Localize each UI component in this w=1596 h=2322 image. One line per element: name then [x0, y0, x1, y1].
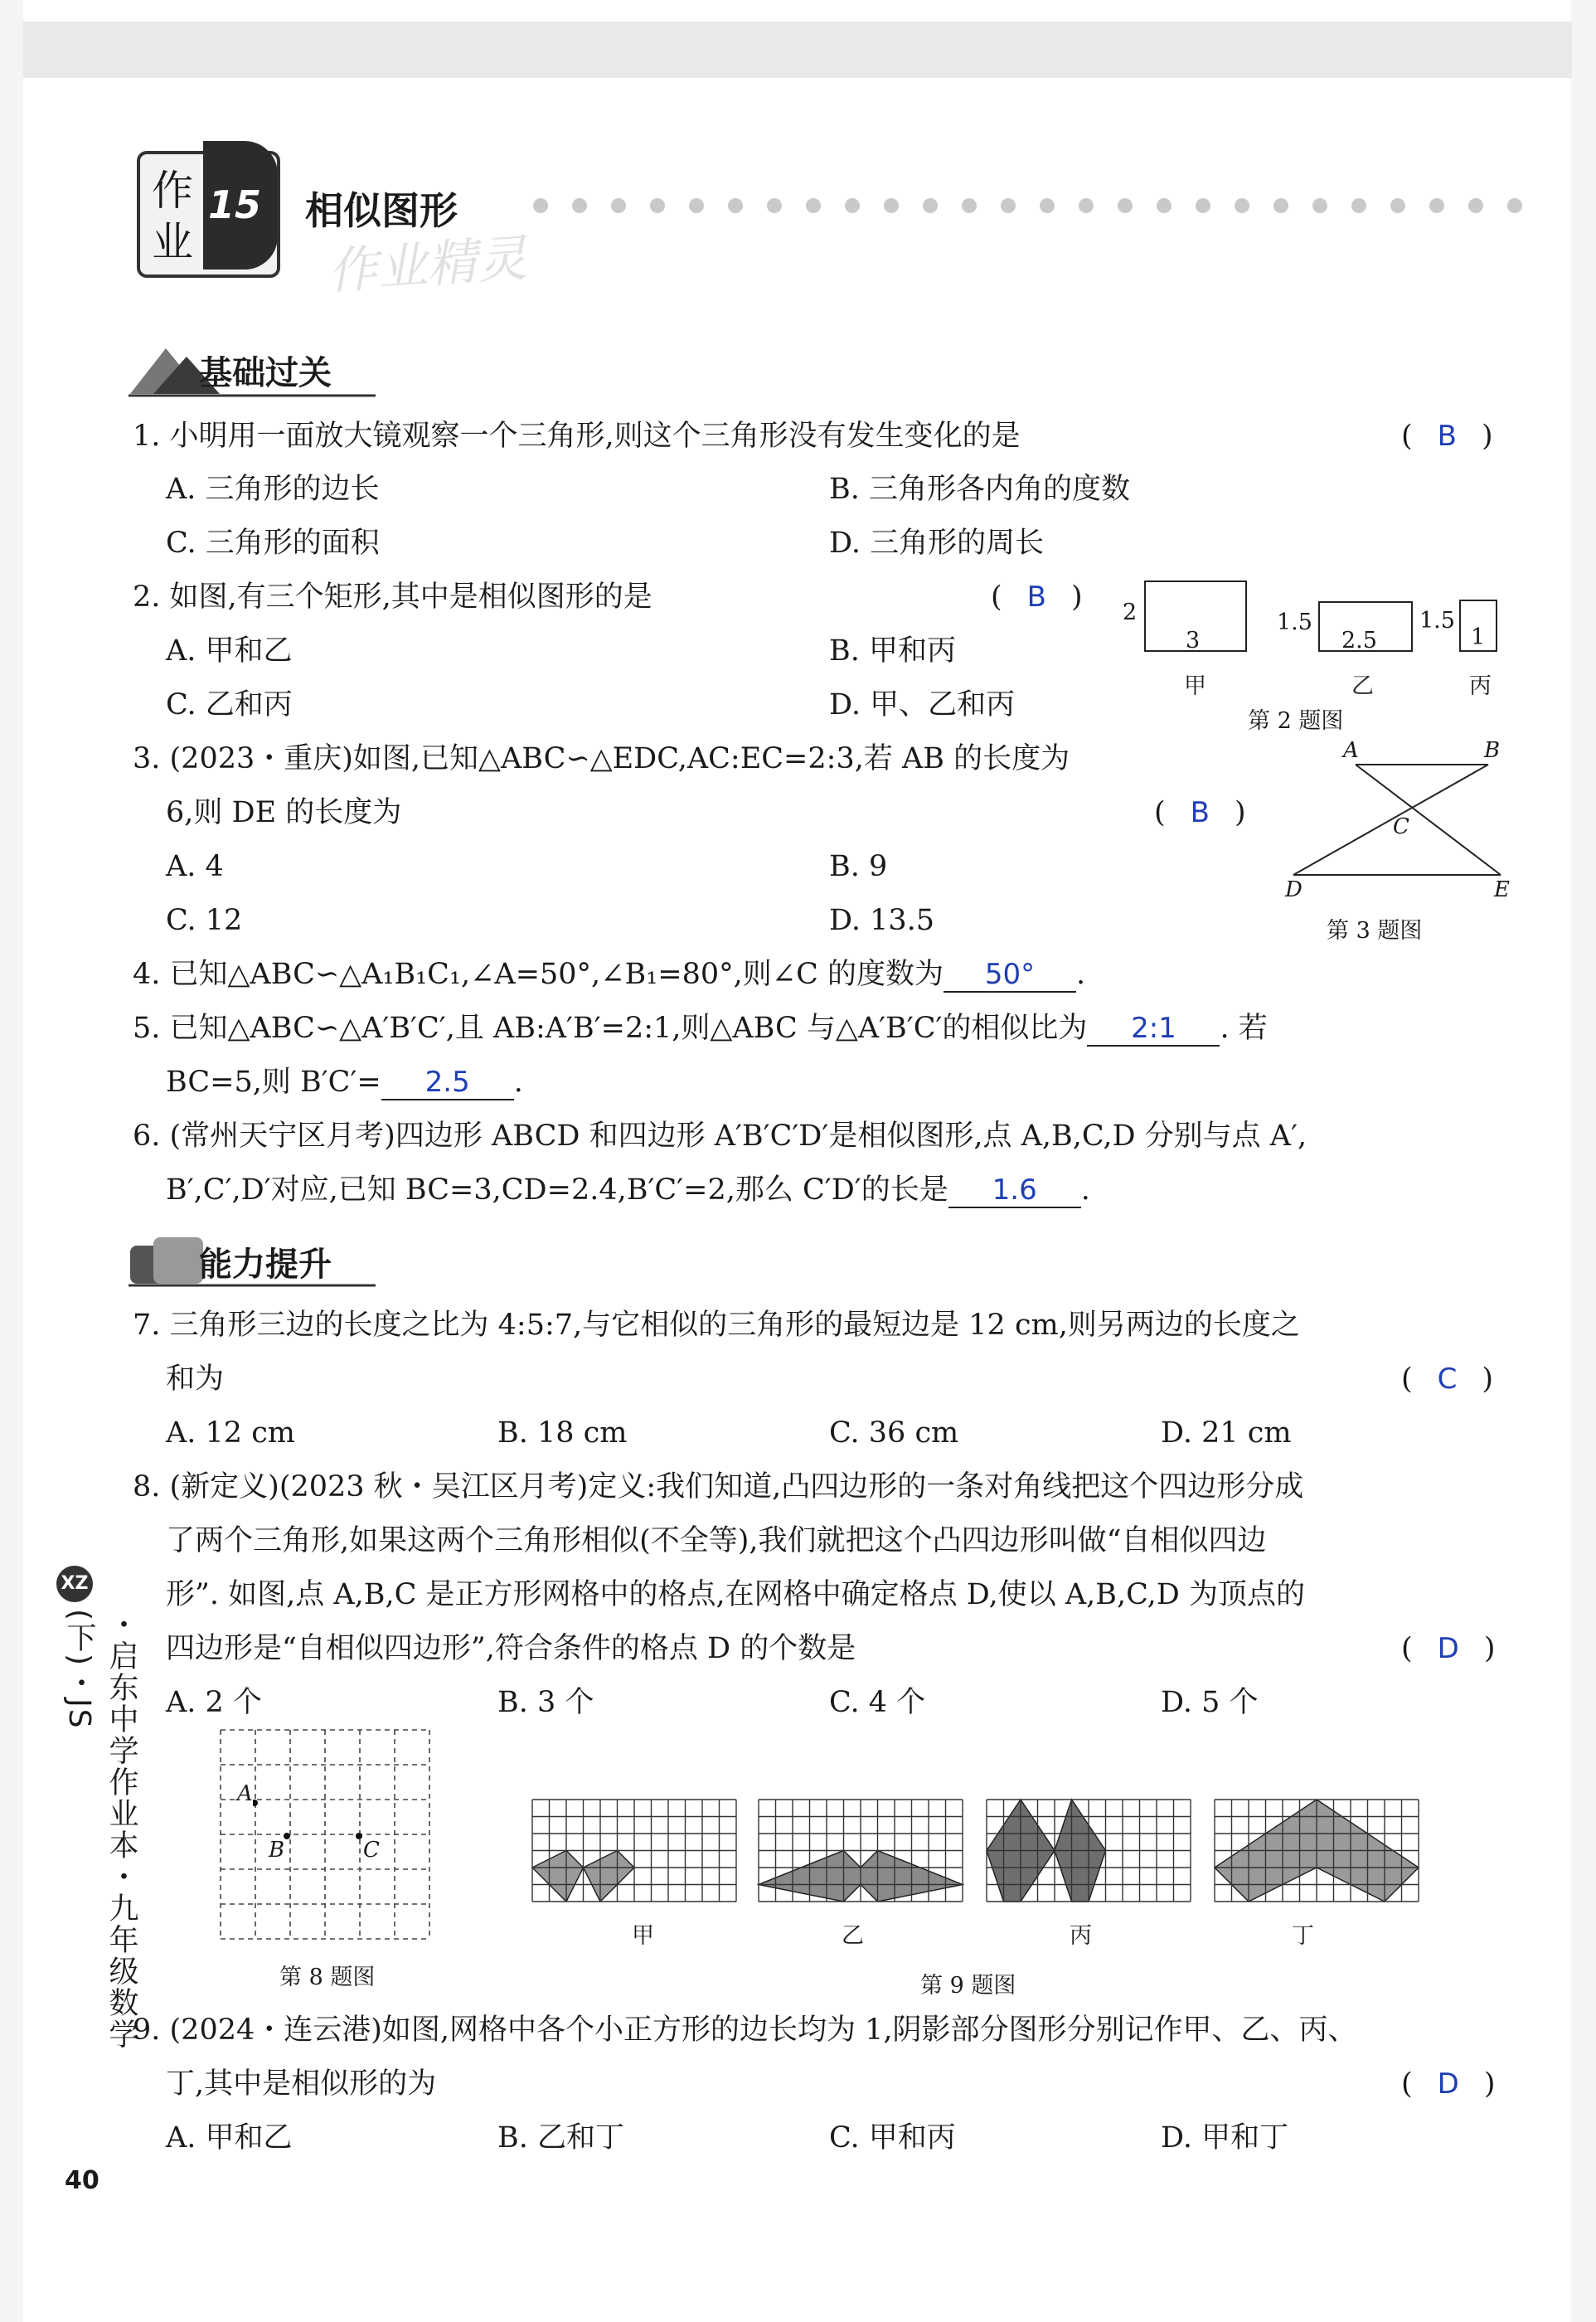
q9-name-bing: 丙: [1070, 1923, 1092, 1949]
q4-answer: 50°: [984, 958, 1036, 991]
title-dot: [572, 198, 587, 213]
q8-line2: 了两个三角形,如果这两个三角形相似(不全等),我们就把这个凸四边形叫做“自相似四边: [166, 1524, 1267, 1557]
title-dot: [1001, 198, 1016, 213]
title-dot: [1507, 198, 1522, 213]
title-dot: [1118, 198, 1133, 213]
q4-line: [133, 958, 1085, 993]
title-dot: [1157, 198, 1172, 213]
q5-answer1: 2:1: [1131, 1012, 1176, 1045]
title-dot: [1273, 198, 1288, 213]
q5-stem-line2: BC=5,则 B′C′=: [166, 1066, 381, 1099]
q3-answer-paren: ( B ): [1154, 796, 1246, 829]
q7-answer: C: [1437, 1363, 1458, 1396]
title-dot: [1040, 198, 1055, 213]
page-edge-right: [1571, 0, 1596, 2322]
q9-grid: [1215, 1800, 1419, 1902]
q7-option-b: B. 18 cm: [497, 1416, 628, 1450]
title-dot: [650, 198, 665, 213]
page-title: 相似图形: [305, 188, 458, 233]
q2-answer-paren: ( B ): [991, 580, 1083, 614]
q9-grid: [532, 1800, 736, 1902]
q8-option-c: C. 4 个: [829, 1686, 926, 1719]
q2-option-d: D. 甲、乙和丙: [829, 688, 1016, 721]
q2-option-b: B. 甲和丙: [829, 634, 956, 668]
title-dot: [1390, 198, 1405, 213]
q5-after1: . 若: [1220, 1012, 1268, 1045]
rect-bing-width: 1: [1471, 624, 1486, 650]
series-tag: [56, 1566, 93, 1602]
title-dot: [962, 198, 977, 213]
section-basic-title: 基础过关: [199, 354, 332, 392]
assignment-badge: [137, 141, 278, 274]
q7-option-a: A. 12 cm: [166, 1416, 295, 1450]
q9-name-ding: 丁: [1292, 1923, 1314, 1949]
title-dot: [1429, 198, 1444, 213]
rect-jia-width: 3: [1186, 628, 1201, 653]
rect-jia-name: 甲: [1184, 673, 1206, 699]
q3-label-a: A: [1343, 738, 1359, 763]
title-dot: [1196, 198, 1210, 213]
q6-stem-line2: B′,C′,D′对应,已知 BC=3,CD=2.4,B′C′=2,那么 C′D′的长是: [166, 1173, 948, 1207]
q9-grid: [759, 1800, 963, 1902]
title-dot: [767, 198, 782, 213]
q9-shaded-shape: [584, 1851, 635, 1902]
q3-option-a: A. 4: [166, 850, 224, 883]
title-dot: [1468, 198, 1483, 213]
q3-label-e: E: [1494, 877, 1510, 902]
q2-figure: [1111, 576, 1542, 742]
q3-figure: [1277, 738, 1542, 945]
q1-option-a: A. 三角形的边长: [166, 473, 380, 506]
q1-option-c: C. 三角形的面积: [166, 527, 380, 560]
rect-yi-name: 乙: [1351, 673, 1374, 699]
q6-end: .: [1080, 1173, 1090, 1207]
q9-option-b: B. 乙和丁: [497, 2121, 624, 2154]
title-dot: [1235, 198, 1249, 213]
rect-yi-height: 1.5: [1277, 610, 1312, 635]
q2-answer: B: [1026, 580, 1046, 614]
page-number: 40: [65, 2166, 99, 2195]
q4-stem: 4. 已知△ABC∽△A₁B₁C₁,∠A=50°,∠B₁=80°,则∠C 的度数为: [133, 958, 944, 991]
title-dot: [923, 198, 938, 213]
q1-stem: 1. 小明用一面放大镜观察一个三角形,则这个三角形没有发生变化的是: [133, 420, 1021, 453]
q9-name-yi: 乙: [842, 1923, 864, 1949]
q3-option-b: B. 9: [829, 850, 888, 883]
q3-stem-line2: 6,则 DE 的长度为: [166, 796, 402, 829]
q2-option-c: C. 乙和丙: [166, 688, 293, 721]
rect-jia-height: 2: [1123, 600, 1138, 625]
title-dot: [1351, 198, 1366, 213]
q3-option-d: D. 13.5: [829, 904, 934, 937]
q7-option-c: C. 36 cm: [829, 1416, 959, 1450]
badge-top-char: 作: [152, 167, 193, 215]
q8-caption: 第 8 题图: [279, 1965, 376, 1990]
title-dot: [611, 198, 626, 213]
q9-figure: [531, 1791, 1426, 2007]
watermark: 作业精灵: [326, 229, 529, 302]
title-dot: [728, 198, 743, 213]
title-dot: [806, 198, 821, 213]
sidebar-text: ・启东中学作业本・九年级数学(下)・JS: [62, 1609, 138, 2050]
q4-end: .: [1075, 958, 1086, 991]
q7-answer-paren: ( C ): [1401, 1363, 1494, 1396]
badge-bottom-char: 业: [152, 218, 193, 266]
q9-answer: D: [1437, 2067, 1459, 2101]
q7-stem-line2: 和为: [166, 1363, 225, 1396]
q9-answer-paren: ( D ): [1401, 2067, 1496, 2101]
q8-option-a: A. 2 个: [166, 1686, 262, 1719]
title-dot: [884, 198, 899, 213]
q2-caption: 第 2 题图: [1248, 708, 1344, 734]
q8-option-b: B. 3 个: [497, 1686, 594, 1719]
q7-stem-line1: 7. 三角形三边的长度之比为 4:5:7,与它相似的三角形的最短边是 12 cm,则另两边的长度之: [133, 1309, 1300, 1342]
q8-answer: D: [1437, 1632, 1459, 1665]
q3-option-c: C. 12: [166, 904, 243, 937]
q5-stem-line1: 5. 已知△ABC∽△A′B′C′,且 AB:A′B′=2:1,则△ABC 与△A′B′C′的相似比为: [133, 1012, 1088, 1045]
rect-bing-name: 丙: [1469, 673, 1492, 699]
q5-answer2: 2.5: [424, 1066, 470, 1099]
q5-end: .: [513, 1066, 523, 1099]
q2-stem: 2. 如图,有三个矩形,其中是相似图形的是: [133, 580, 652, 614]
q9-grid: [987, 1800, 1191, 1902]
q8-line1: 8. (新定义)(2023 秋・吴江区月考)定义:我们知道,凸四边形的一条对角线把这个四边形分成: [133, 1470, 1304, 1503]
q9-name-jia: 甲: [632, 1923, 654, 1949]
rect-yi-width: 2.5: [1341, 628, 1377, 653]
q9-stem-line2: 丁,其中是相似形的为: [166, 2067, 437, 2101]
q5-line2: [166, 1066, 523, 1100]
badge-number: 15: [208, 182, 262, 227]
title-dot: [845, 198, 860, 213]
q9-option-a: A. 甲和乙: [166, 2121, 293, 2154]
q2-option-a: A. 甲和乙: [166, 634, 293, 668]
q7-option-d: D. 21 cm: [1161, 1416, 1292, 1450]
q8-answer-paren: ( D ): [1401, 1632, 1496, 1665]
series-tag-text: XZ: [61, 1573, 89, 1594]
q1-answer: B: [1437, 420, 1457, 453]
q3-caption: 第 3 题图: [1327, 918, 1423, 944]
q1-option-b: B. 三角形各内角的度数: [829, 473, 1130, 506]
top-band: [23, 22, 1572, 78]
q6-stem-line1: 6. (常州天宁区月考)四边形 ABCD 和四边形 A′B′C′D′是相似图形,点 A,B,C,D 分别与点 A′,: [133, 1120, 1307, 1153]
q3-label-d: D: [1285, 877, 1303, 902]
q9-option-d: D. 甲和丁: [1161, 2121, 1289, 2154]
section-advanced-title: 能力提升: [199, 1246, 332, 1284]
q9-shaded-shape: [532, 1851, 584, 1902]
q5-line1: [133, 1012, 1268, 1047]
rect-bing-height: 1.5: [1419, 608, 1455, 634]
title-dot: [1312, 198, 1327, 213]
title-dot: [1079, 198, 1094, 213]
q1-answer-paren: ( B ): [1401, 420, 1493, 453]
q8-label-a: A: [237, 1781, 253, 1806]
q8-line3: 形”. 如图,点 A,B,C 是正方形网格中的格点,在网格中确定格点 D,使以 A,B,C,D 为顶点的: [166, 1578, 1305, 1611]
q3-label-c: C: [1393, 814, 1409, 839]
q8-label-b: B: [269, 1838, 285, 1863]
q8-line4: 四边形是“自相似四边形”,符合条件的格点 D 的个数是: [166, 1632, 856, 1665]
title-dots: [531, 196, 1575, 216]
title-dot: [689, 198, 704, 213]
q8-option-d: D. 5 个: [1161, 1686, 1259, 1719]
q8-label-c: C: [363, 1838, 380, 1863]
q6-answer: 1.6: [992, 1173, 1037, 1207]
page-edge-left: [0, 0, 23, 2322]
q3-answer: B: [1190, 796, 1210, 829]
q6-line2: [166, 1173, 1090, 1208]
q9-stem-line1: 9. (2024・连云港)如图,网格中各个小正方形的边长均为 1,阴影部分图形分别记作甲、乙、丙、: [133, 2014, 1357, 2047]
q3-label-b: B: [1484, 738, 1501, 763]
q9-option-c: C. 甲和丙: [829, 2121, 956, 2154]
q3-stem-line1: 3. (2023・重庆)如图,已知△ABC∽△EDC,AC:EC=2:3,若 AB 的长度为: [133, 742, 1070, 775]
q9-caption: 第 9 题图: [920, 1973, 1016, 1999]
q8-figure: [217, 1727, 449, 2000]
q1-option-d: D. 三角形的周长: [829, 527, 1045, 560]
title-dot: [533, 198, 548, 213]
